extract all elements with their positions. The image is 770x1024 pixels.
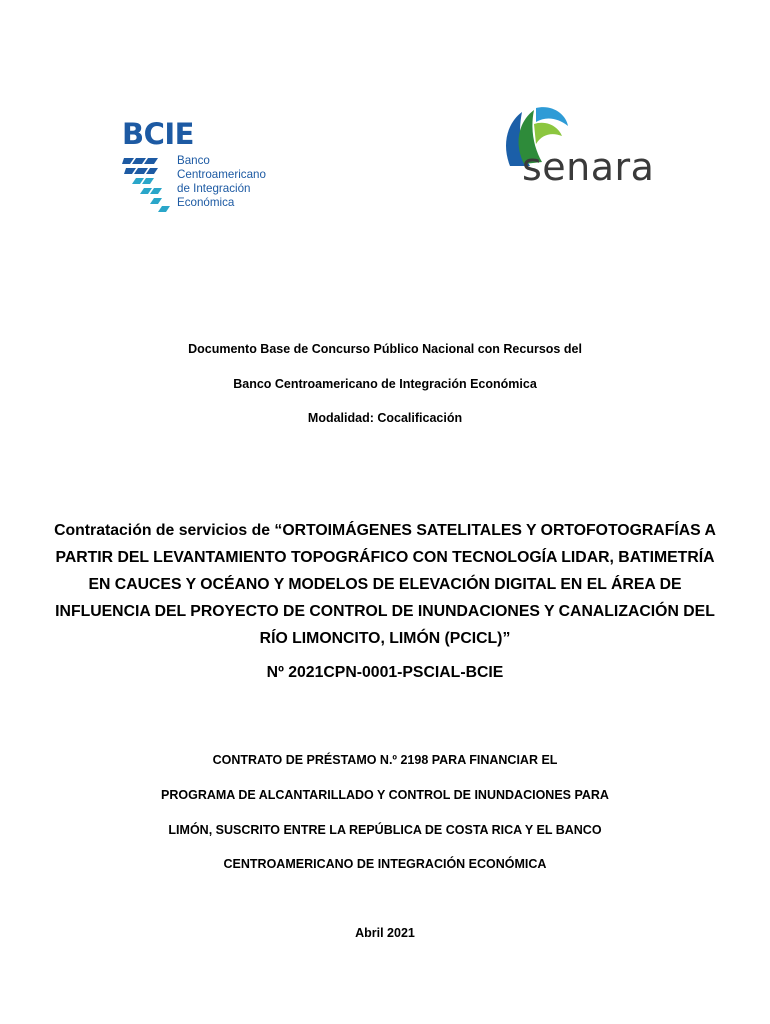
header-line: Banco Centroamericano de Integración Económica [233,377,537,391]
process-number: Nº 2021CPN-0001-PSCIAL-BCIE [266,664,504,681]
title-line: EN CAUCES Y OCÉANO Y MODELOS DE ELEVACIÓN DIGITAL EN EL ÁREA DE [88,576,682,593]
document-date: Abril 2021 [355,926,415,940]
bcie-acronym: BCIE [122,117,194,151]
header-line: Documento Base de Concurso Público Nacional con Recursos del [188,342,582,356]
contract-line: PROGRAMA DE ALCANTARILLADO Y CONTROL DE INUNDACIONES PARA [161,788,609,802]
bcie-name-line: Centroamericano [177,168,266,181]
title-line: Contratación de servicios de “ORTOIMÁGENES SATELITALES Y ORTOFOTOGRAFÍAS A [54,522,716,539]
title-line: INFLUENCIA DEL PROYECTO DE CONTROL DE INUNDACIONES Y CANALIZACIÓN DEL [55,603,715,620]
header-modality: Modalidad: Cocalificación [307,411,463,425]
contract-line: CENTROAMERICANO DE INTEGRACIÓN ECONÓMICA [223,857,547,871]
bcie-name-line: Banco [177,154,210,167]
bcie-name [177,154,266,210]
title-line: RÍO LIMONCITO, LIMÓN (PCICL)” [259,630,511,647]
contract-line: LIMÓN, SUSCRITO ENTRE LA REPÚBLICA DE COSTA RICA Y EL BANCO [168,823,602,837]
bcie-name-line: de Integración [177,182,251,195]
bcie-map-marks-icon [122,156,174,212]
contract-line: CONTRATO DE PRÉSTAMO N.º 2198 PARA FINANCIAR EL [212,753,558,767]
senara-wordmark: senara [522,145,655,189]
senara-logo [500,104,675,196]
bcie-logo [120,117,290,215]
title-line: PARTIR DEL LEVANTAMIENTO TOPOGRÁFICO CON TECNOLOGÍA LIDAR, BATIMETRÍA [55,549,715,566]
bcie-name-line: Económica [177,196,235,209]
